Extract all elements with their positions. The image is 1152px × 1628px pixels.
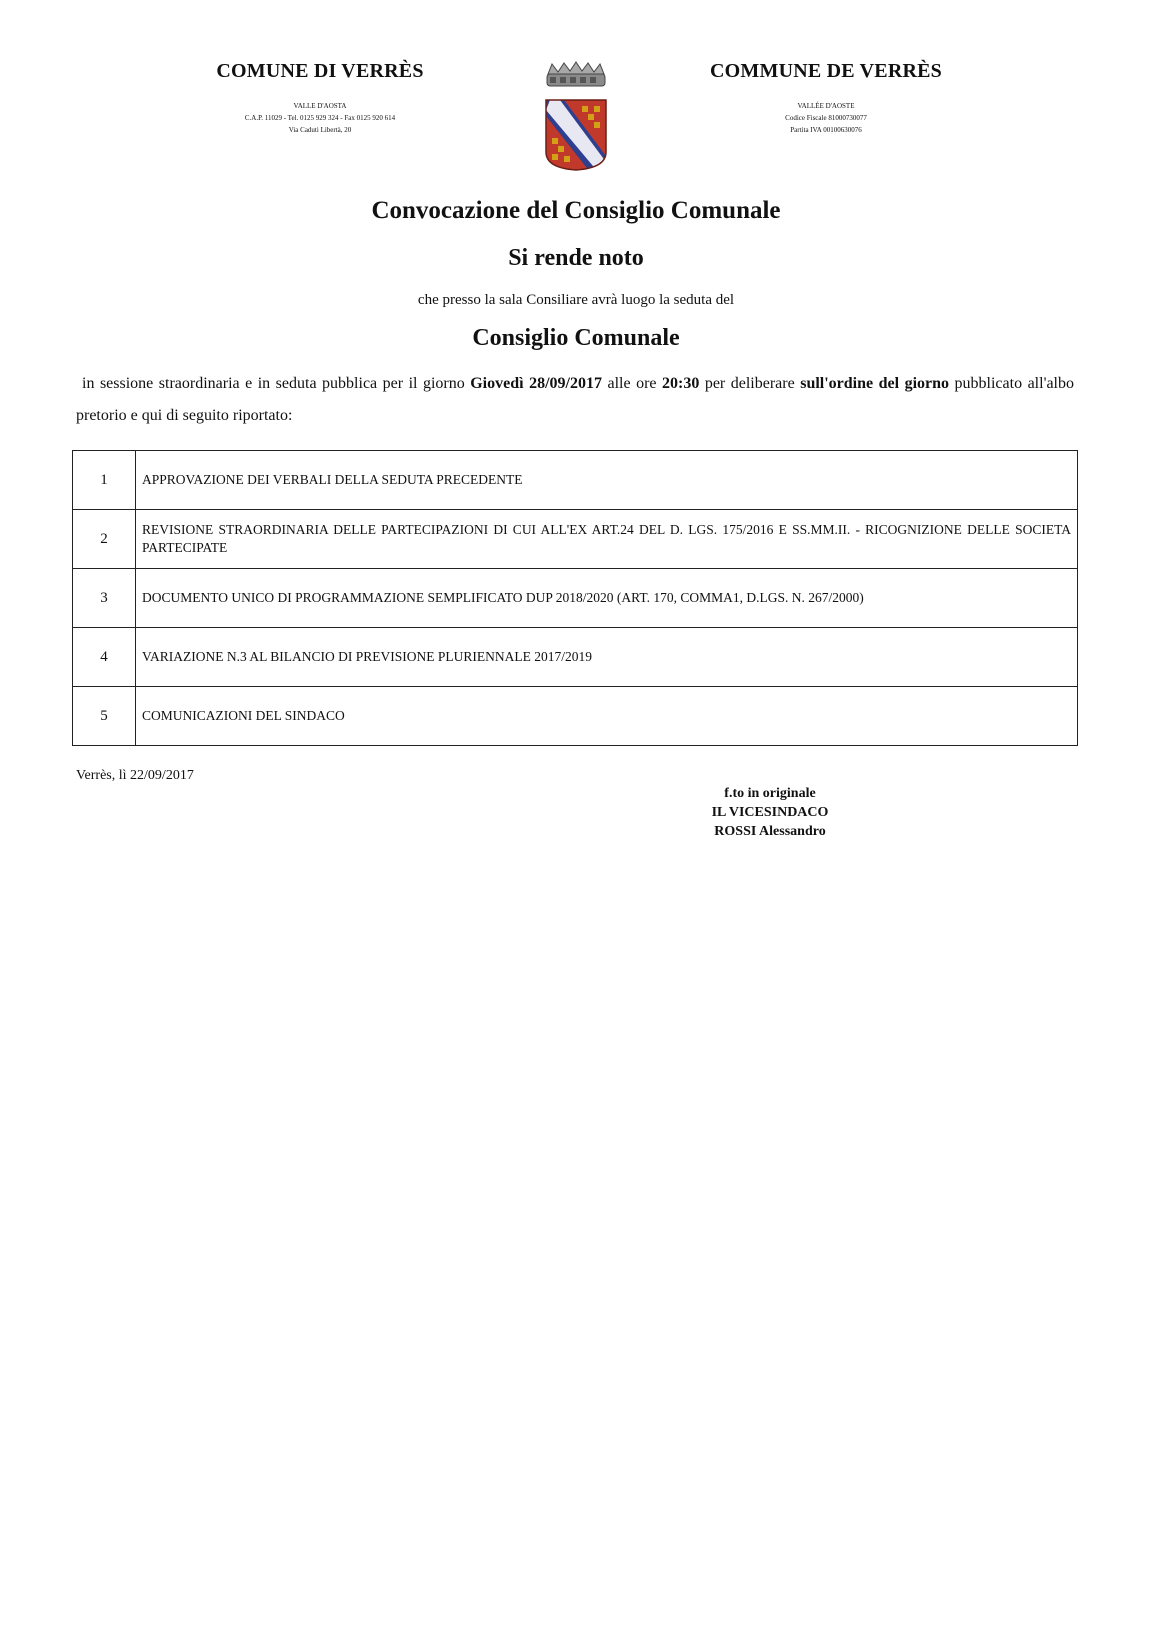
header-left [170, 60, 470, 136]
item-text: VARIAZIONE N.3 AL BILANCIO DI PREVISIONE PLURIENNALE 2017/2019 [136, 628, 1078, 687]
para-text-1: in sessione straordinaria e in seduta pubblica per il giorno [82, 375, 471, 392]
para-text-4: pubblicato all'albo pretorio e qui di seguito riportato: [76, 375, 1074, 424]
agenda-reference-a: sull'ordine del [800, 375, 900, 392]
item-number: 2 [73, 510, 136, 569]
document-title: Convocazione del Consiglio Comunale [371, 197, 781, 224]
meeting-time: 20:30 [662, 375, 700, 392]
item-text: REVISIONE STRAORDINARIA DELLE PARTECIPAZIONI DI CUI ALL'EX ART.24 DEL D. LGS. 175/2016 E SS.MM.II. - RICOGNIZIONE DELLE SOCIETA PARTECIPATE [136, 510, 1078, 569]
signature-note: f.to in originale [724, 786, 816, 801]
item-text: COMUNICAZIONI DEL SINDACO [136, 687, 1078, 746]
address: Via Caduti Libertà, 20 [288, 126, 352, 134]
convocation-paragraph [76, 368, 1074, 432]
table-row [73, 628, 1078, 687]
para-text-3: per deliberare [699, 375, 801, 392]
table-row [73, 687, 1078, 746]
region-it: VALLE D'AOSTA [293, 102, 347, 110]
tax-code: Codice Fiscale 81000730077 [785, 114, 867, 122]
vat-number: Partita IVA 00100630076 [790, 126, 862, 134]
item-number: 4 [73, 628, 136, 687]
table-row [73, 451, 1078, 510]
place-date: Verrès, lì 22/09/2017 [76, 768, 194, 783]
shield-icon [546, 100, 606, 172]
signatory-role: IL VICESINDACO [711, 805, 829, 820]
item-text: APPROVAZIONE DEI VERBALI DELLA SEDUTA PRECEDENTE [136, 451, 1078, 510]
item-number: 3 [73, 569, 136, 628]
coat-of-arms-icon [544, 60, 608, 172]
meeting-date: Giovedì 28/09/2017 [470, 375, 602, 392]
agenda-reference-b: giorno [904, 375, 950, 392]
region-fr: VALLÉE D'AOSTE [797, 102, 855, 110]
table-row [73, 510, 1078, 569]
agenda-table [72, 450, 1078, 746]
municipality-title-fr: COMMUNE DE VERRÈS [710, 60, 942, 82]
item-number: 5 [73, 687, 136, 746]
item-number: 1 [73, 451, 136, 510]
crown-icon [547, 62, 605, 86]
signatory-name: ROSSI Alessandro [714, 824, 826, 839]
contact-info: C.A.P. 11029 - Tel. 0125 929 324 - Fax 0125 920 614 [244, 114, 396, 122]
document-subtitle: Si rende noto [508, 245, 644, 271]
signature-block [660, 784, 880, 841]
council-heading: Consiglio Comunale [472, 325, 680, 351]
item-text: DOCUMENTO UNICO DI PROGRAMMAZIONE SEMPLIFICATO DUP 2018/2020 (ART. 170, COMMA1, D.LGS. N. 267/2000) [136, 569, 1078, 628]
para-text-2: alle ore [601, 375, 662, 392]
municipality-title-it: COMUNE DI VERRÈS [216, 60, 424, 82]
intro-line: che presso la sala Consiliare avrà luogo la seduta del [417, 292, 735, 308]
table-row [73, 569, 1078, 628]
header-right [676, 60, 976, 136]
